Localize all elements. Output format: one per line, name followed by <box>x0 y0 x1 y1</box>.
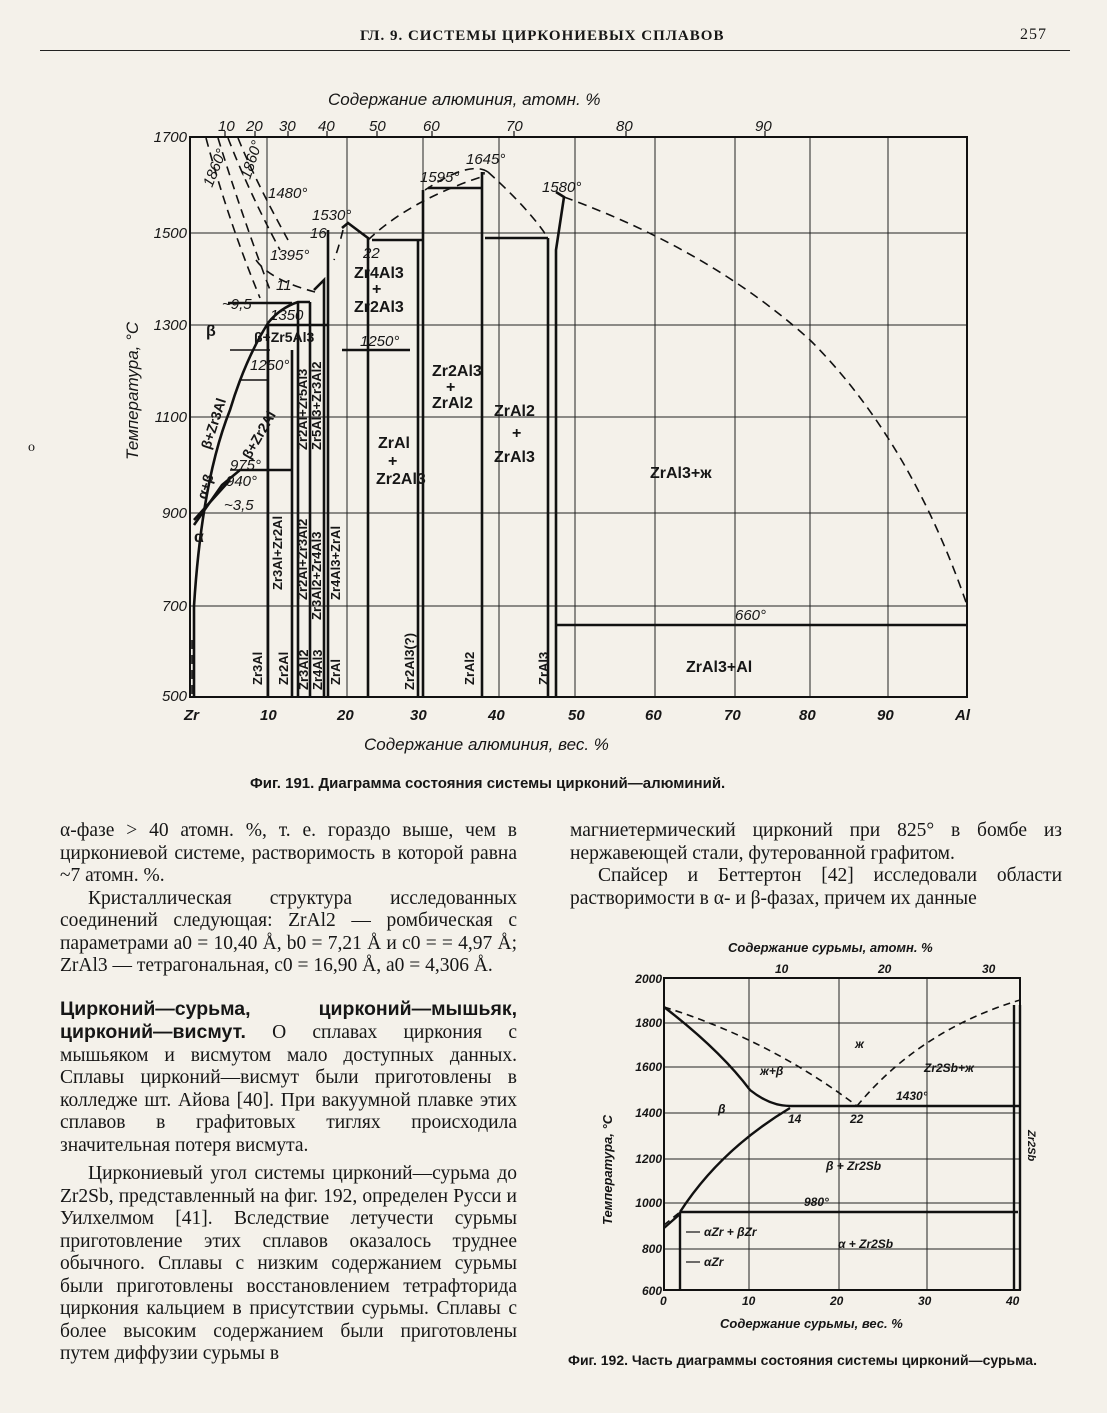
phase-label: Zr2Sb+ж <box>924 1061 974 1075</box>
bottom-tick: 40 <box>488 707 505 724</box>
point-label: ~9,5 <box>222 296 252 313</box>
phase-label: Zr4Al3 <box>354 265 404 282</box>
compound-label: Zr3Al <box>250 651 265 685</box>
phase-label: Zr2Al3 <box>354 299 404 316</box>
phase-label-vertical: Zr3Al2+Zr4Al3 <box>309 531 324 620</box>
bottom-tick: 50 <box>568 707 585 724</box>
phase-label: + <box>512 425 522 442</box>
paragraph: О сплавах циркония с мышьяком и висмутом мало доступных данных. Сплавы цирконий—висмут были приготовлены в колледже шт. Айова [40]. При вакуумной плавке этих сплавов в графитовых тиглях происходила значительная потеря висмута. <box>60 1022 518 1156</box>
stray-mark: o <box>28 440 35 455</box>
bottom-tick: 40 <box>1006 1294 1020 1308</box>
section-paragraph <box>60 998 517 1158</box>
temp-label: 1860° <box>237 138 266 182</box>
phase-label: Zr2Al3 <box>376 471 426 488</box>
bottom-tick: 80 <box>799 707 816 724</box>
bottom-tick: 10 <box>742 1294 756 1308</box>
phase-label: + <box>446 379 456 396</box>
point-label: 11 <box>276 277 292 294</box>
y-tick: 500 <box>161 688 187 705</box>
temp-label: 1350 <box>270 307 304 324</box>
bottom-tick: 10 <box>260 707 277 724</box>
temp-label: 1430° <box>896 1089 928 1103</box>
phase-label: β + Zr2Sb <box>826 1159 882 1173</box>
temp-label: 1250° <box>360 333 400 350</box>
bottom-tick: 20 <box>830 1294 844 1308</box>
top-tick: 30 <box>279 118 296 135</box>
phase-label: ZrAl2 <box>494 403 535 420</box>
phase-label: α+β <box>193 471 217 501</box>
bottom-axis-title: Содержание алюминия, вес. % <box>364 735 609 754</box>
compound-label: Zr2Sb <box>1025 1130 1037 1162</box>
temp-label: 940° <box>226 473 258 490</box>
y-tick: 1400 <box>635 1106 662 1120</box>
phase-label: β <box>718 1102 726 1116</box>
phase-label: α <box>194 529 204 546</box>
phase-label: β+Zr2Al <box>238 408 279 462</box>
bottom-axis-title: Содержание сурьмы, вес. % <box>720 1316 903 1331</box>
bottom-tick: 90 <box>877 707 894 724</box>
y-tick: 800 <box>641 1242 662 1256</box>
point-label: 14 <box>788 1112 802 1126</box>
temp-label: 1395° <box>270 247 310 264</box>
bottom-tick: 0 <box>660 1294 667 1308</box>
phase-label: ZrAl3 <box>494 449 535 466</box>
paragraph: Кристаллическая структура исследованных соединений следующая: ZrAl2 — ромбическая с параметрами a0 = 10,40 Å, b0 = 7,21 Å и c0 = = 4,97 Å; ZrAl3 — тетрагональная, c0 = 16,90 Å, a0 = 4,306 Å. <box>60 887 517 976</box>
paragraph: Спайсер и Беттертон [42] исследовали области растворимости в α- и β-фазах, причем их данные <box>570 865 1062 909</box>
paragraph: Циркониевый угол системы цирконий—сурьма до Zr2Sb, представленный на фиг. 192, определен Русси и Уилхелмом [41]. Вследствие летучести сурьмы приготовление этих сплавов оказалось труднее обычного. Сплавы с низким содержанием сурьмы были приготовлены восстановлением тетрафторида циркония кальцием в присутствии сурьмы. Сплавы с более высоким содержанием были приготовлены путем диффузии сурьмы в <box>60 1163 517 1364</box>
bottom-tick: 70 <box>724 707 741 724</box>
phase-label: β+Zr5Al3 <box>254 329 315 345</box>
paragraph: α-фазе > 40 атомн. %, т. е. гораздо выше, чем в циркониевой системе, растворимость в которой равна ~7 атомн. %. <box>60 820 517 886</box>
figure-191 <box>110 80 990 760</box>
y-tick: 1800 <box>635 1016 662 1030</box>
top-tick: 20 <box>878 962 892 976</box>
y-tick: 700 <box>161 598 187 615</box>
temp-label: 1860° <box>199 146 231 190</box>
y-tick: 900 <box>161 505 187 522</box>
running-head <box>0 24 1107 50</box>
phase-label: β+Zr3Al <box>197 396 230 451</box>
phase-label: Zr2Al3 <box>432 363 482 380</box>
phase-label-vertical: Zr2Al+Zr3Al2 <box>295 518 310 600</box>
header-rule <box>40 50 1070 51</box>
top-tick: 20 <box>246 118 263 135</box>
y-axis-title: Температура, °С <box>123 321 142 460</box>
temp-label: 980° <box>804 1195 829 1209</box>
bottom-tick: 30 <box>918 1294 932 1308</box>
top-tick: 60 <box>423 118 440 135</box>
y-tick: 1100 <box>154 409 187 426</box>
paragraph: магниетермический цирконий при 825° в бомбе из нержавеющей стали, футерованной графитом. <box>570 820 1062 864</box>
phase-label: ж+β <box>760 1064 784 1078</box>
y-tick: 2000 <box>635 972 662 986</box>
bottom-tick: 20 <box>337 707 354 724</box>
bottom-tick: 60 <box>645 707 662 724</box>
phase-label: αZr <box>704 1255 724 1269</box>
phase-label: ZrAl3+Al <box>686 659 753 676</box>
bottom-tick: Al <box>955 707 970 724</box>
top-tick: 50 <box>369 118 386 135</box>
point-label: 16 <box>310 225 327 242</box>
top-tick: 30 <box>982 962 996 976</box>
section-heading: Цирконий—сурьма, цирконий—мышьяк, цирконий—висмут. <box>60 997 517 1043</box>
phase-label-vertical: Zr3Al+Zr2Al <box>270 515 285 590</box>
y-tick: 1200 <box>635 1152 662 1166</box>
y-tick: 1600 <box>635 1060 662 1074</box>
chapter-title: ГЛ. 9. СИСТЕМЫ ЦИРКОНИЕВЫХ СПЛАВОВ <box>360 28 725 44</box>
page-number: 257 <box>1020 26 1047 43</box>
compound-label: ZrAl3 <box>536 651 551 685</box>
y-tick: 1000 <box>635 1196 662 1210</box>
y-tick: 600 <box>641 1284 662 1298</box>
phase-label: ZrAl2 <box>432 395 473 412</box>
compound-label: ZrAl <box>328 659 343 685</box>
temp-label: 1645° <box>466 151 506 168</box>
figure-192 <box>600 930 1060 1345</box>
phase-label: ж <box>855 1037 864 1051</box>
phase-label-vertical: Zr4Al3+ZrAl <box>328 525 343 600</box>
temp-label: 975° <box>230 457 262 474</box>
y-tick: 1500 <box>153 225 187 242</box>
phase-label: ZrAl3+ж <box>650 465 712 482</box>
compound-label: ZrAl2 <box>462 651 477 685</box>
temp-label: 1595° <box>420 169 460 186</box>
point-label: 22 <box>850 1112 864 1126</box>
point-label: 22 <box>363 245 380 262</box>
phase-label: αZr + βZr <box>704 1225 757 1239</box>
compound-label: Zr2Al <box>276 651 291 685</box>
phase-label-vertical: Zr5Al3+Zr3Al2 <box>309 361 324 450</box>
compound-label: Zr3Al2 <box>296 649 311 690</box>
temp-label: 1250° <box>250 357 290 374</box>
phase-label: ZrAl <box>378 435 410 452</box>
compound-label: Zr4Al3 <box>310 649 325 690</box>
phase-label: α + Zr2Sb <box>838 1237 894 1251</box>
bottom-tick: Zr <box>184 707 199 724</box>
compound-label: Zr2Al3(?) <box>402 632 417 690</box>
phase-label: + <box>388 453 398 470</box>
bottom-tick: 30 <box>410 707 427 724</box>
right-column <box>570 820 1062 910</box>
y-tick: 1300 <box>153 317 187 334</box>
top-tick: 40 <box>318 118 335 135</box>
temp-label: 660° <box>735 607 767 624</box>
top-tick: 70 <box>506 118 523 135</box>
phase-label: + <box>372 281 382 298</box>
temp-label: 1480° <box>268 185 308 202</box>
y-tick: 1700 <box>153 129 187 146</box>
figure-191-caption: Фиг. 191. Диаграмма состояния системы цирконий—алюминий. <box>250 775 726 792</box>
temp-label: 1580° <box>542 179 582 196</box>
point-label: ~3,5 <box>224 497 254 514</box>
phase-label-vertical: Zr2Al+Zr5Al3 <box>295 368 310 450</box>
y-axis-title: Температура, °С <box>600 1114 615 1225</box>
left-column <box>60 820 517 1366</box>
figure-192-caption: Фиг. 192. Часть диаграммы состояния системы цирконий—сурьма. <box>568 1352 1037 1368</box>
top-axis-title: Содержание сурьмы, атомн. % <box>728 940 933 955</box>
top-tick: 90 <box>755 118 772 135</box>
top-tick: 10 <box>775 962 789 976</box>
phase-label: β <box>206 323 216 340</box>
top-tick: 80 <box>616 118 633 135</box>
top-axis-title: Содержание алюминия, атомн. % <box>328 90 601 109</box>
temp-label: 1530° <box>312 207 352 224</box>
top-tick: 10 <box>218 118 235 135</box>
